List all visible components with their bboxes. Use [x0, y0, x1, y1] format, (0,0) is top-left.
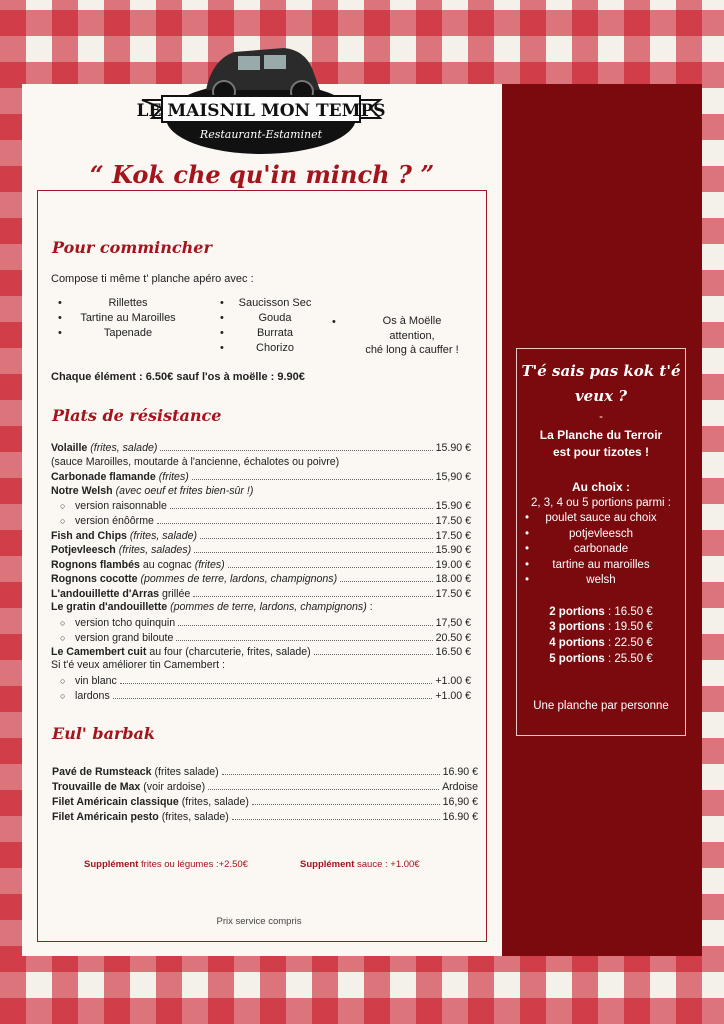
logo-subtitle: Restaurant-Estaminet	[199, 128, 323, 141]
list-item: • welsh	[517, 573, 685, 589]
promo-title-1: T'é sais pas kok t'é	[521, 362, 681, 380]
restaurant-logo	[134, 30, 388, 160]
menu-row: Trouvaille de Max (voir ardoise) Ardoise	[52, 780, 478, 793]
starter-price-note: Chaque élément : 6.50€ sauf l'os à moëlle : 9.90€	[51, 371, 305, 383]
promo-headline-2: est pour tizotes !	[552, 445, 649, 459]
starter-col2	[220, 296, 320, 356]
menu-quote: “ Kok che qu'in minch ? ”	[89, 160, 435, 189]
menu-row: Pavé de Rumsteack (frites salade) 16.90 €	[52, 765, 478, 778]
menu-row: Filet Américain classique (frites, salade) 16,90 €	[52, 795, 478, 808]
menu-row: Potjevleesch (frites, salades) 15.90 €	[51, 543, 471, 556]
promo-headline-1: La Planche du Terroir	[539, 428, 663, 442]
menu-row: Volaille (frites, salade) 15.90 €	[51, 441, 471, 454]
section-title-starter: Pour commincher	[52, 238, 212, 257]
starter-col1	[58, 296, 198, 341]
logo-name: LE MAISNIL MON TEMPS	[136, 101, 386, 121]
menu-row: Carbonade flamande (frites) 15,90 €	[51, 470, 471, 483]
camembert-intro: Si t'é veux améliorer tin Camembert :	[51, 659, 225, 671]
gratin-title: Le gratin d'andouillette (pommes de terre, lardons, champignons) :	[51, 601, 373, 613]
portion-row: 5 portions : 25.50 €	[549, 652, 653, 665]
list-item: • carbonade	[517, 542, 685, 558]
menu-row: Le Camembert cuit au four (charcuterie, frites, salade) 16.50 €	[51, 645, 471, 658]
promo-list	[517, 511, 685, 589]
menu-row: ○ version grand biloute 20.50 €	[51, 629, 471, 644]
menu-row: ○ version raisonnable 15.90 €	[51, 497, 471, 512]
promo-box	[516, 348, 686, 736]
section-title-barbak: Eul' barbak	[52, 724, 155, 743]
portion-row: 3 portions : 19.50 €	[549, 621, 653, 634]
list-item: • Tartine au Maroilles	[58, 312, 176, 324]
list-item: • Tapenade	[58, 327, 153, 339]
section-title-mains: Plats de résistance	[52, 406, 222, 425]
menu-row: L'andouillette d'Arras grillée 17.50 €	[51, 587, 471, 600]
starter-intro: Compose ti même t' planche apéro avec :	[51, 273, 254, 285]
menu-row: ○ lardons +1.00 €	[51, 687, 471, 702]
list-item: • Saucisson Sec	[220, 297, 312, 309]
menu-row: Rognons flambés au cognac (frites) 19.00 €	[51, 558, 471, 571]
menu-row: ○ version énôôrme 17.50 €	[51, 512, 471, 527]
promo-choice-sub: 2, 3, 4 ou 5 portions parmi :	[531, 497, 671, 509]
promo-footer: Une planche par personne	[533, 699, 669, 712]
supplement-fries: Supplément frites ou légumes :+2.50€	[84, 859, 248, 870]
volaille-detail: (sauce Maroilles, moutarde à l'ancienne, échalotes ou poivre)	[51, 456, 340, 468]
footer-note: Prix service compris	[216, 916, 302, 927]
list-item: • potjevleesch	[517, 527, 685, 543]
promo-choice-title: Au choix :	[571, 480, 630, 494]
list-item: • tartine au maroilles	[517, 558, 685, 574]
list-item: • Chorizo	[220, 342, 294, 354]
portion-row: 2 portions : 16.50 €	[549, 605, 653, 618]
menu-row: Fish and Chips (frites, salade) 17.50 €	[51, 529, 471, 542]
menu-row: Filet Américain pesto (frites, salade) 16.90 €	[52, 810, 478, 823]
list-item: • Burrata	[220, 327, 294, 339]
list-item: • Rillettes	[58, 297, 148, 309]
list-item: • poulet sauce au choix	[517, 511, 685, 527]
supplement-sauce: Supplément sauce : +1.00€	[300, 859, 420, 870]
menu-row: Rognons cocotte (pommes de terre, lardons, champignons) 18.00 €	[51, 572, 471, 585]
portion-row: 4 portions : 22.50 €	[549, 637, 653, 650]
welsh-title: Notre Welsh (avec oeuf et frites bien-sûr !)	[51, 485, 254, 497]
menu-row: ○ version tcho quinquin 17,50 €	[51, 614, 471, 629]
promo-title-2: veux ?	[574, 387, 628, 405]
menu-row: ○ vin blanc +1.00 €	[51, 672, 471, 687]
list-item: • Gouda	[220, 312, 292, 324]
promo-dash: -	[599, 411, 603, 423]
starter-col3: • Os à Moëlle attention, ché long à cauffer !	[332, 315, 459, 356]
